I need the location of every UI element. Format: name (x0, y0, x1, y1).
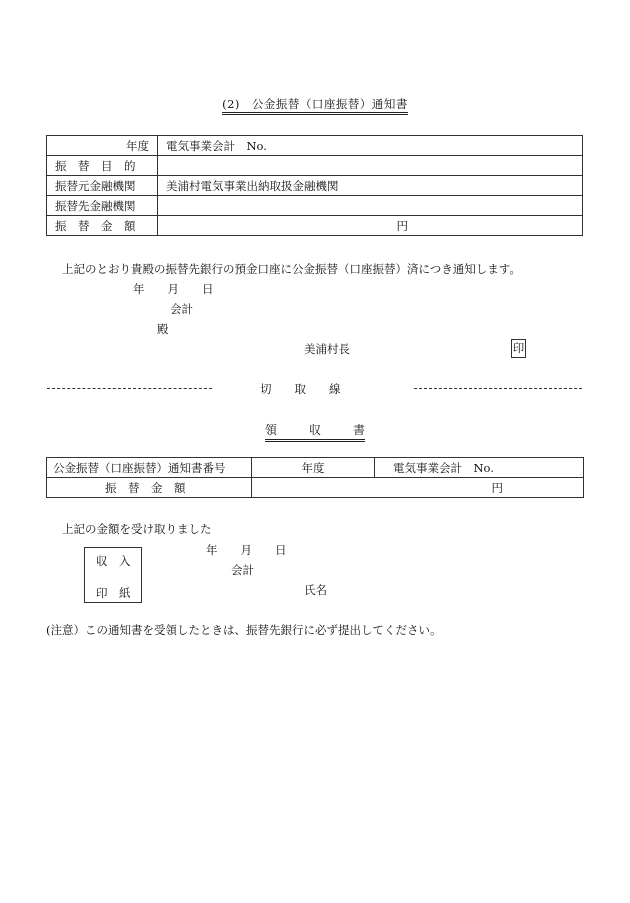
table-row (47, 136, 583, 156)
cut-line-left (47, 388, 212, 389)
notice-date: 年 月 日 (133, 282, 214, 296)
signer-title: 美浦村長 (304, 342, 350, 356)
receipt-title (0, 421, 630, 442)
receipt-amount-label-cell (47, 478, 252, 498)
amount-label: 振 替 金 額 (55, 218, 136, 233)
receipt-amount-label: 振 替 金 額 (105, 480, 186, 495)
amount-unit: 円 (396, 218, 408, 233)
notice-text: 上記のとおり貴殿の振替先銀行の預金口座に公金振替（口座振替）済につき通知します。 (62, 262, 521, 276)
dest-bank-label: 振替先金融機関 (55, 198, 136, 213)
receipt-text: 上記の金額を受け取りました (62, 522, 212, 536)
source-bank-label-cell (47, 176, 158, 196)
document-title (0, 96, 630, 112)
revenue-stamp-box (84, 547, 142, 603)
receipt-date: 年 月 日 (206, 543, 287, 557)
accounting-value: 電気事業会計 No. (166, 138, 267, 153)
receipt-title-char-1: 領 (264, 423, 277, 437)
table-row (47, 458, 584, 478)
accounting-cell (158, 136, 583, 156)
source-bank-value: 美浦村電気事業出納取扱金融機関 (166, 178, 339, 193)
cut-line-right (414, 388, 582, 389)
notification-form-table (46, 135, 583, 236)
receipt-year-label: 年度 (301, 460, 325, 475)
document-title-text: (2) 公金振替（口座振替）通知書 (222, 97, 408, 115)
purpose-label: 振 替 目 的 (55, 158, 136, 173)
notice-account: 会計 (170, 302, 193, 316)
table-row (47, 478, 584, 498)
amount-label-cell (47, 216, 158, 236)
receipt-account: 会計 (231, 563, 254, 577)
receipt-name-label: 氏名 (304, 583, 327, 597)
purpose-value-cell (158, 156, 583, 176)
receipt-table (46, 457, 584, 498)
stamp-line-2: 印 紙 (96, 586, 131, 600)
purpose-label-cell (47, 156, 158, 176)
receipt-number-label: 公金振替（口座振替）通知書番号 (53, 460, 226, 475)
table-row (47, 196, 583, 216)
notice-addressee: 殿 (157, 322, 169, 336)
table-row (47, 176, 583, 196)
fiscal-year-cell (47, 136, 158, 156)
seal-mark: 印 (511, 339, 526, 358)
footnote: (注意）この通知書を受領したときは、振替先銀行に必ず提出してください。 (46, 623, 442, 637)
fiscal-year-label: 年度 (126, 138, 149, 153)
source-bank-value-cell (158, 176, 583, 196)
dest-bank-label-cell (47, 196, 158, 216)
receipt-amount-unit: 円 (491, 480, 503, 495)
table-row (47, 156, 583, 176)
receipt-accounting-value: 電気事業会計 No. (393, 460, 494, 475)
cut-line-label: 切 取 線 (260, 382, 341, 396)
receipt-number-label-cell (47, 458, 252, 478)
stamp-line-1: 収 入 (96, 554, 131, 568)
receipt-title-char-2: 収 (308, 423, 321, 437)
receipt-amount-value-cell (252, 478, 584, 498)
amount-value-cell (158, 216, 583, 236)
receipt-title-char-3: 書 (353, 423, 366, 437)
source-bank-label: 振替元金融機関 (55, 178, 136, 193)
receipt-accounting-cell (375, 458, 584, 478)
receipt-title-text (265, 421, 365, 442)
table-row (47, 216, 583, 236)
receipt-year-cell (252, 458, 375, 478)
dest-bank-value-cell (158, 196, 583, 216)
